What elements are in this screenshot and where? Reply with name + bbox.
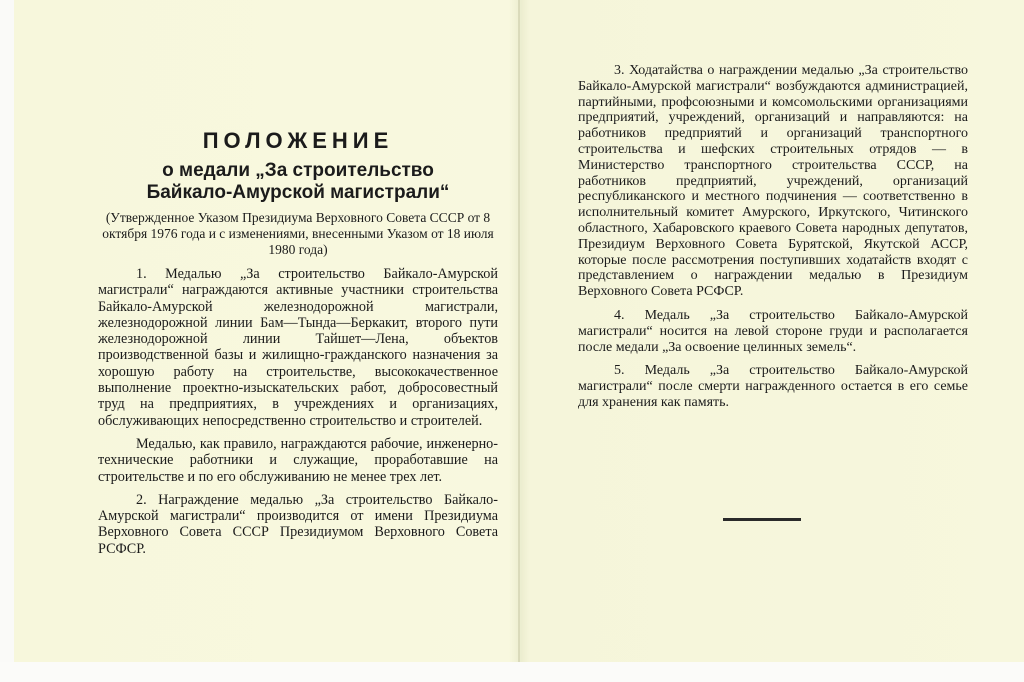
approval-note: (Утвержденное Указом Президиума Верховного Совета СССР от 8 октября 1976 года и с изменениями, внесенными Указом от 18 июля 1980 года): [102, 210, 494, 257]
closing-rule: [723, 518, 801, 521]
document-title: ПОЛОЖЕНИЕ: [202, 128, 394, 153]
document-subtitle-line1: о медали „За строительство: [162, 160, 434, 181]
paragraph-1b: Медалью, как правило, награждаются рабочие, инженерно-технические работники и служащие, проработавшие на строительстве и по его обслуживанию не менее трех лет.: [98, 435, 498, 485]
paragraph-3: 3. Ходатайства о награждении медалью „За строительство Байкало-Амурской магистрали“ возбуждаются администрацией, партийными, профсоюзными и комсомольскими организациями предприятий, учреждений, организаций и направляются: на работников предприятий и организаций транспортного строительства и шефских строительных отрядов — в Министерство транспортного строительства СССР, на работников предприятий, учреждений, организаций республиканского и местного подчинения — соответственно в исполнительный комитет Амурского, Иркутского, Читинского областного, Хабаровского краевого Совета народных депутатов, Президиум Верховного Совета Бурятской, Якутской АССР, которые после рассмотрения поступивших ходатайств входят с представлением о награждении медалью в Президиум Верховного Совета РСФСР.: [578, 63, 968, 300]
scan-margin-left: [0, 0, 14, 682]
paragraph-1: 1. Медалью „За строительство Байкало-Амурской магистрали“ награждаются активные участники строительства Байкало-Амурской железнодорожной магистрали, железнодорожной линии Бам—Тында—Беркакит, второго пути железнодорожной линии Тайшет—Лена, объектов производственной базы и жилищно-гражданского назначения за хорошую работу на строительстве, высококачественное выполнение проектно-изыскательских работ, добросовестный труд на предприятиях, в учреждениях и организациях, обслуживающих непосредственно строительство и строителей.: [98, 266, 498, 429]
paragraph-4: 4. Медаль „За строительство Байкало-Амурской магистрали“ носится на левой стороне груди и располагается после медали „За освоение целинных земель“.: [578, 307, 968, 355]
page-fold: [518, 0, 520, 662]
left-page: [98, 128, 498, 564]
document-subtitle-line2: Байкало-Амурской магистрали“: [146, 182, 450, 203]
right-page: [578, 63, 968, 419]
scan-margin-bottom: [0, 662, 1024, 682]
paragraph-2: 2. Награждение медалью „За строительство Байкало-Амурской магистрали“ производится от имени Президиума Верховного Совета СССР Президиумом Верховного Совета РСФСР.: [98, 491, 498, 557]
paragraph-5: 5. Медаль „За строительство Байкало-Амурской магистрали“ после смерти награжденного остается в его семье для хранения как память.: [578, 363, 968, 410]
